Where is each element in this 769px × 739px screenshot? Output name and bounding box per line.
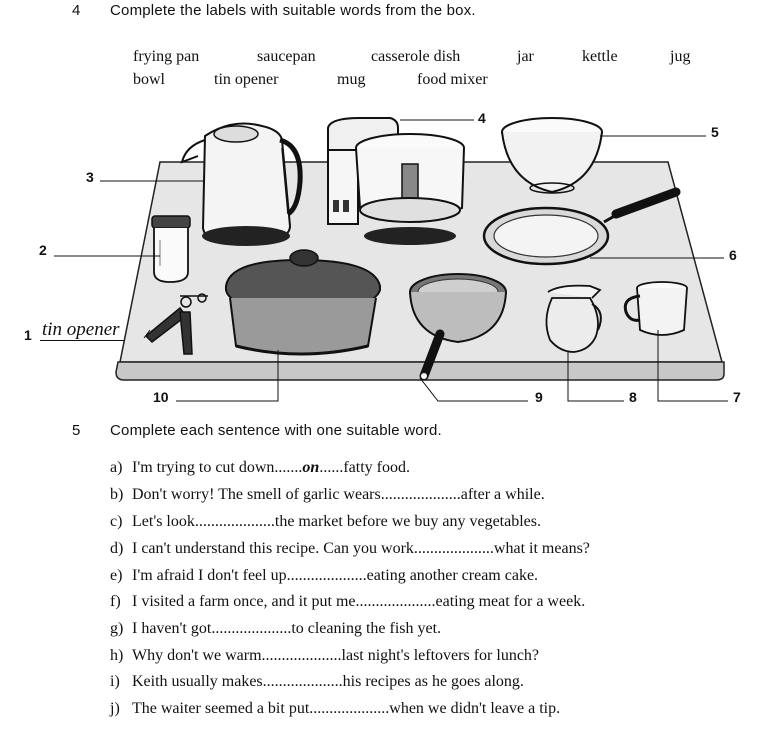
sentence-letter: h) — [110, 647, 124, 664]
answer-gap[interactable]: .................... — [194, 513, 275, 530]
sentence-after: last night's leftovers for lunch? — [341, 647, 540, 664]
sentence-b — [110, 486, 545, 504]
example-answer-on: on — [302, 459, 320, 476]
sentence-after: eating meat for a week. — [435, 593, 586, 610]
label-number-9: 9 — [535, 389, 543, 405]
label-number-2: 2 — [39, 242, 47, 258]
sentence-letter: f) — [110, 593, 121, 610]
label-number-10: 10 — [153, 389, 169, 405]
sentence-a — [110, 459, 410, 477]
example-answer-tin-opener: tin opener — [40, 320, 124, 341]
word-saucepan: saucepan — [257, 48, 316, 65]
sentence-before: I'm afraid I don't feel up — [132, 567, 287, 584]
sentence-d — [110, 540, 590, 558]
sentence-i — [110, 673, 524, 691]
sentence-before: I'm trying to cut down — [132, 459, 275, 476]
jar-drawing — [152, 216, 190, 282]
sentence-after: when we didn't leave a tip. — [389, 700, 561, 717]
word-jar: jar — [517, 48, 534, 65]
label-number-3: 3 — [86, 169, 94, 185]
answer-gap[interactable]: .................... — [262, 673, 343, 690]
kitchen-illustration — [0, 100, 769, 410]
exercise-5-instruction: Complete each sentence with one suitable word. — [110, 422, 442, 439]
word-tin-opener: tin opener — [214, 71, 279, 88]
sentence-letter: e) — [110, 567, 123, 584]
sentence-j — [110, 700, 560, 718]
label-number-6: 6 — [729, 247, 737, 263]
sentence-e — [110, 567, 538, 585]
answer-gap[interactable]: .................... — [355, 593, 436, 610]
sentence-before: I visited a farm once, and it put me — [132, 593, 356, 610]
label-number-1: 1 — [24, 327, 32, 343]
sentence-after: what it means? — [493, 540, 590, 557]
word-food-mixer: food mixer — [417, 71, 488, 88]
sentence-after: eating another cream cake. — [366, 567, 539, 584]
sentence-before: Don't worry! The smell of garlic wears — [132, 486, 381, 503]
sentence-g — [110, 620, 441, 638]
sentence-letter: d) — [110, 540, 124, 557]
label-number-8: 8 — [629, 389, 637, 405]
sentence-c — [110, 513, 541, 531]
sentence-before: I haven't got — [132, 620, 212, 637]
sentence-after: his recipes as he goes along. — [342, 673, 524, 690]
answer-gap[interactable]: .................... — [380, 486, 461, 503]
sentence-before: The waiter seemed a bit put — [132, 700, 310, 717]
answer-gap-left: ....... — [274, 459, 303, 476]
sentence-letter: j) — [110, 700, 120, 717]
label-number-5: 5 — [711, 124, 719, 140]
word-jug: jug — [670, 48, 691, 65]
sentence-before: Keith usually makes — [132, 673, 263, 690]
label-number-7: 7 — [733, 389, 741, 405]
sentence-h — [110, 647, 539, 665]
label-number-4: 4 — [478, 110, 486, 126]
sentence-before: I can't understand this recipe. Can you work — [132, 540, 414, 557]
answer-gap-right: ...... — [319, 459, 344, 476]
answer-gap[interactable]: .................... — [309, 700, 390, 717]
casserole-dish-drawing — [226, 250, 380, 354]
sentence-before: Why don't we warm — [132, 647, 262, 664]
answer-gap[interactable]: .................... — [211, 620, 292, 637]
sentence-f — [110, 593, 585, 611]
answer-gap[interactable]: .................... — [286, 567, 367, 584]
exercise-5-number: 5 — [72, 422, 81, 439]
word-mug: mug — [337, 71, 366, 88]
sentence-before: Let's look — [132, 513, 195, 530]
sentence-after: fatty food. — [343, 459, 410, 476]
sentence-letter: a) — [110, 459, 123, 476]
sentence-after: after a while. — [460, 486, 545, 503]
word-frying-pan: frying pan — [133, 48, 200, 65]
sentence-after: to cleaning the fish yet. — [291, 620, 442, 637]
exercise-4-instruction: Complete the labels with suitable words from the box. — [110, 2, 476, 19]
answer-gap[interactable]: .................... — [413, 540, 494, 557]
answer-gap[interactable]: .................... — [261, 647, 342, 664]
word-casserole-dish: casserole dish — [371, 48, 461, 65]
sentence-after: the market before we buy any vegetables. — [274, 513, 541, 530]
word-bowl: bowl — [133, 71, 165, 88]
sentence-letter: b) — [110, 486, 124, 503]
sentence-letter: g) — [110, 620, 124, 637]
sentence-letter: i) — [110, 673, 120, 690]
sentence-letter: c) — [110, 513, 123, 530]
word-kettle: kettle — [582, 48, 618, 65]
exercise-4-number: 4 — [72, 2, 81, 19]
